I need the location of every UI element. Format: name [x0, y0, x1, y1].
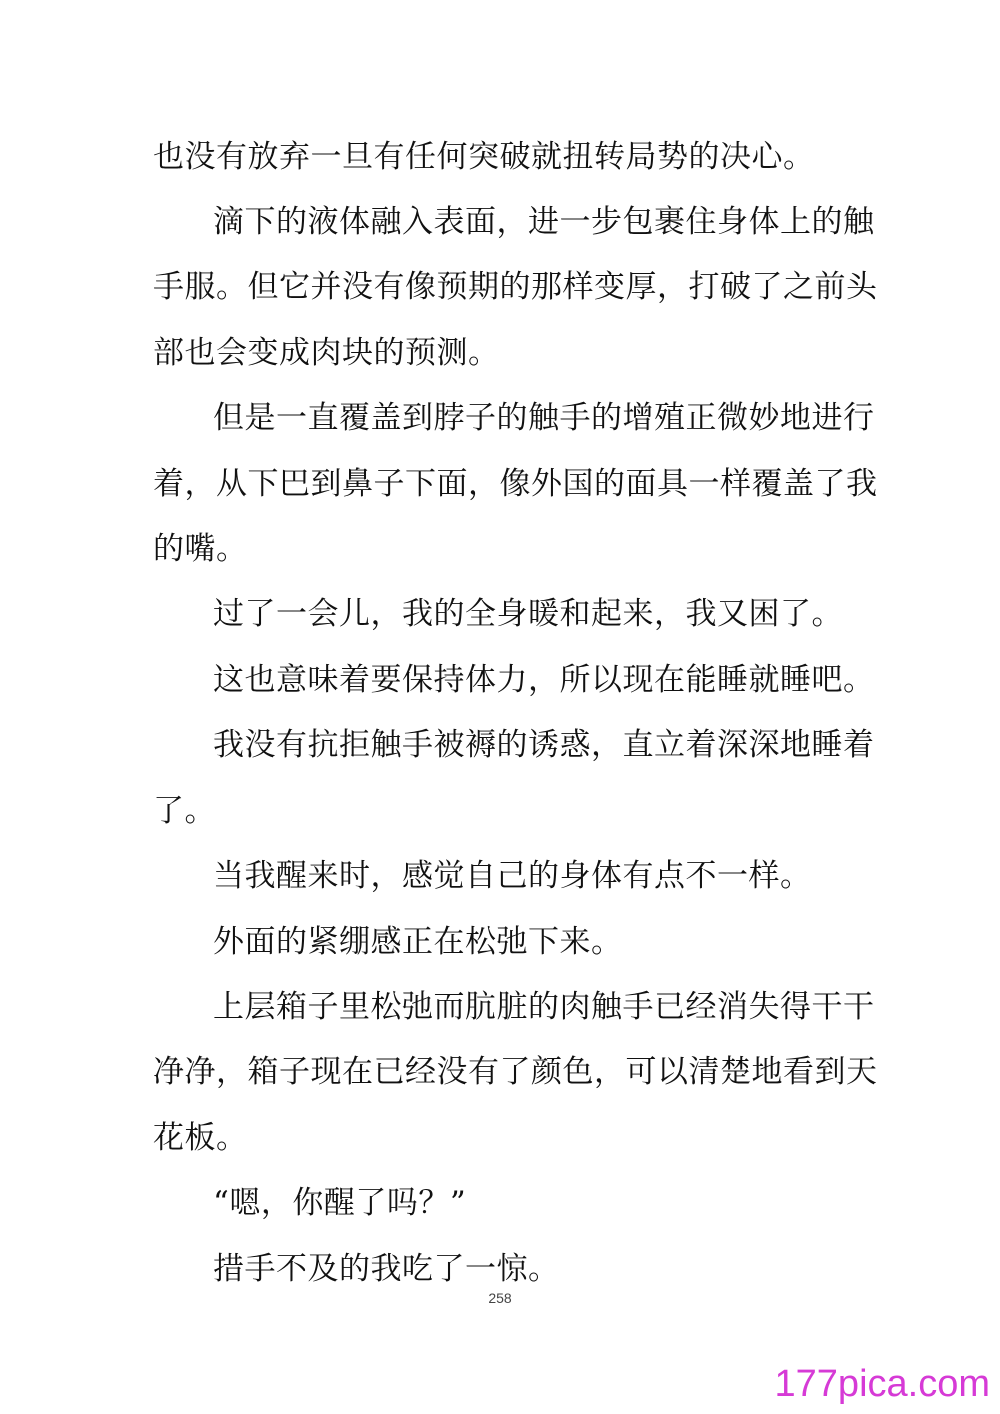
text-line: 上层箱子里松弛而肮脏的肉触手已经消失得干干	[213, 989, 875, 1025]
text-line: 部也会变成肉块的预测。	[153, 335, 500, 371]
text-line: “嗯，你醒了吗？”	[213, 1185, 467, 1221]
site-watermark: 177pica.com	[774, 1363, 990, 1405]
text-line: 我没有抗拒触手被褥的诱惑，直立着深深地睡着	[213, 727, 875, 763]
text-line: 措手不及的我吃了一惊。	[213, 1251, 560, 1287]
text-line: 花板。	[153, 1120, 248, 1156]
text-line: 净净，箱子现在已经没有了颜色，可以清楚地看到天	[153, 1054, 878, 1090]
text-line: 的嘴。	[153, 531, 248, 567]
text-line: 这也意味着要保持体力，所以现在能睡就睡吧。	[213, 662, 875, 698]
text-line: 也没有放弃一旦有任何突破就扭转局势的决心。	[153, 139, 815, 175]
text-line: 过了一会儿，我的全身暖和起来，我又困了。	[213, 596, 843, 632]
text-line: 但是一直覆盖到脖子的触手的增殖正微妙地进行	[213, 400, 875, 436]
text-line: 外面的紧绷感正在松弛下来。	[213, 924, 623, 960]
text-line: 滴下的液体融入表面，进一步包裹住身体上的触	[213, 204, 875, 240]
text-line: 手服。但它并没有像预期的那样变厚，打破了之前头	[153, 269, 878, 305]
text-line: 着，从下巴到鼻子下面，像外国的面具一样覆盖了我	[153, 466, 878, 502]
text-line: 当我醒来时，感觉自己的身体有点不一样。	[213, 858, 812, 894]
text-line: 了。	[153, 793, 216, 829]
page-number: 258	[488, 1290, 512, 1306]
